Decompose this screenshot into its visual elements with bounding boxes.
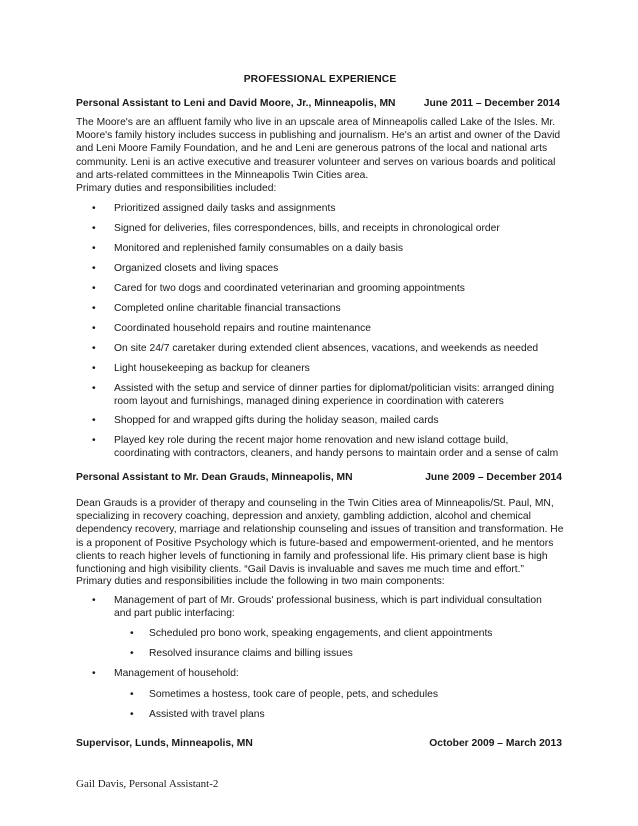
bullet-icon: • [92,343,96,354]
bullet-icon: • [92,435,96,446]
bullet-icon: • [130,648,134,659]
bullet-icon: • [92,263,96,274]
job-heading-lunds [76,737,564,750]
duties-intro: Primary duties and responsibilities include the following in two main components: [76,576,445,587]
job-heading-grauds [76,471,564,484]
job-dates: June 2009 – December 2014 [425,472,562,483]
job-dates: October 2009 – March 2013 [429,738,562,749]
bullet-icon: • [92,283,96,294]
page-footer: Gail Davis, Personal Assistant-2 [76,778,219,790]
bullet-icon: • [92,243,96,254]
section-title: PROFESSIONAL EXPERIENCE [243,74,397,85]
bullet-icon: • [92,595,96,606]
bullet-icon: • [130,689,134,700]
job-description: The Moore's are an affluent family who live in an upscale area of Minneapolis called Lake of the Isles. Mr. Moore's family history includes success in publishing and journalism. He's an artist and owner of the David and Leni Moore Family Foundation, and he and Leni are generous patrons of the local and national arts community. Leni is an active executive and treasurer volunteer and serves on various boards and political and arts-related committees in the Minneapolis Twin Cities area. [76,117,561,181]
duties-intro: Primary duties and responsibilities included: [76,183,277,194]
bullet-icon: • [92,203,96,214]
bullet-icon: • [92,323,96,334]
bullet-icon: • [92,223,96,234]
job-title: Personal Assistant to Leni and David Moore, Jr., Minneapolis, MN [76,98,396,109]
job-title: Supervisor, Lunds, Minneapolis, MN [76,738,253,749]
bullet-icon: • [92,668,96,679]
job-heading-moore [76,97,564,110]
job-description: Dean Grauds is a provider of therapy and counseling in the Twin Cities area of Minneapolis/St. Paul, MN, specializing in recovery coaching, depression and anxiety, gambling addiction, alcohol and chemical dependency recovery, marriage and relationship counseling and issues of transition and transformation. He is a proponent of Positive Psychology which is future-based and empowerment-oriented, and he mentors clients to reach higher levels of functioning in family and professional life. His primary client base is high functioning and high visibility clients. “Gail Davis is invaluable and saves me much time and effort.” [76,498,564,576]
job-dates: June 2011 – December 2014 [423,98,560,109]
bullet-icon: • [92,363,96,374]
bullet-icon: • [130,628,134,639]
bullet-icon: • [92,415,96,426]
bullet-icon: • [92,303,96,314]
job-title: Personal Assistant to Mr. Dean Grauds, Minneapolis, MN [76,472,353,483]
bullet-icon: • [130,709,134,720]
bullet-icon: • [92,383,96,394]
